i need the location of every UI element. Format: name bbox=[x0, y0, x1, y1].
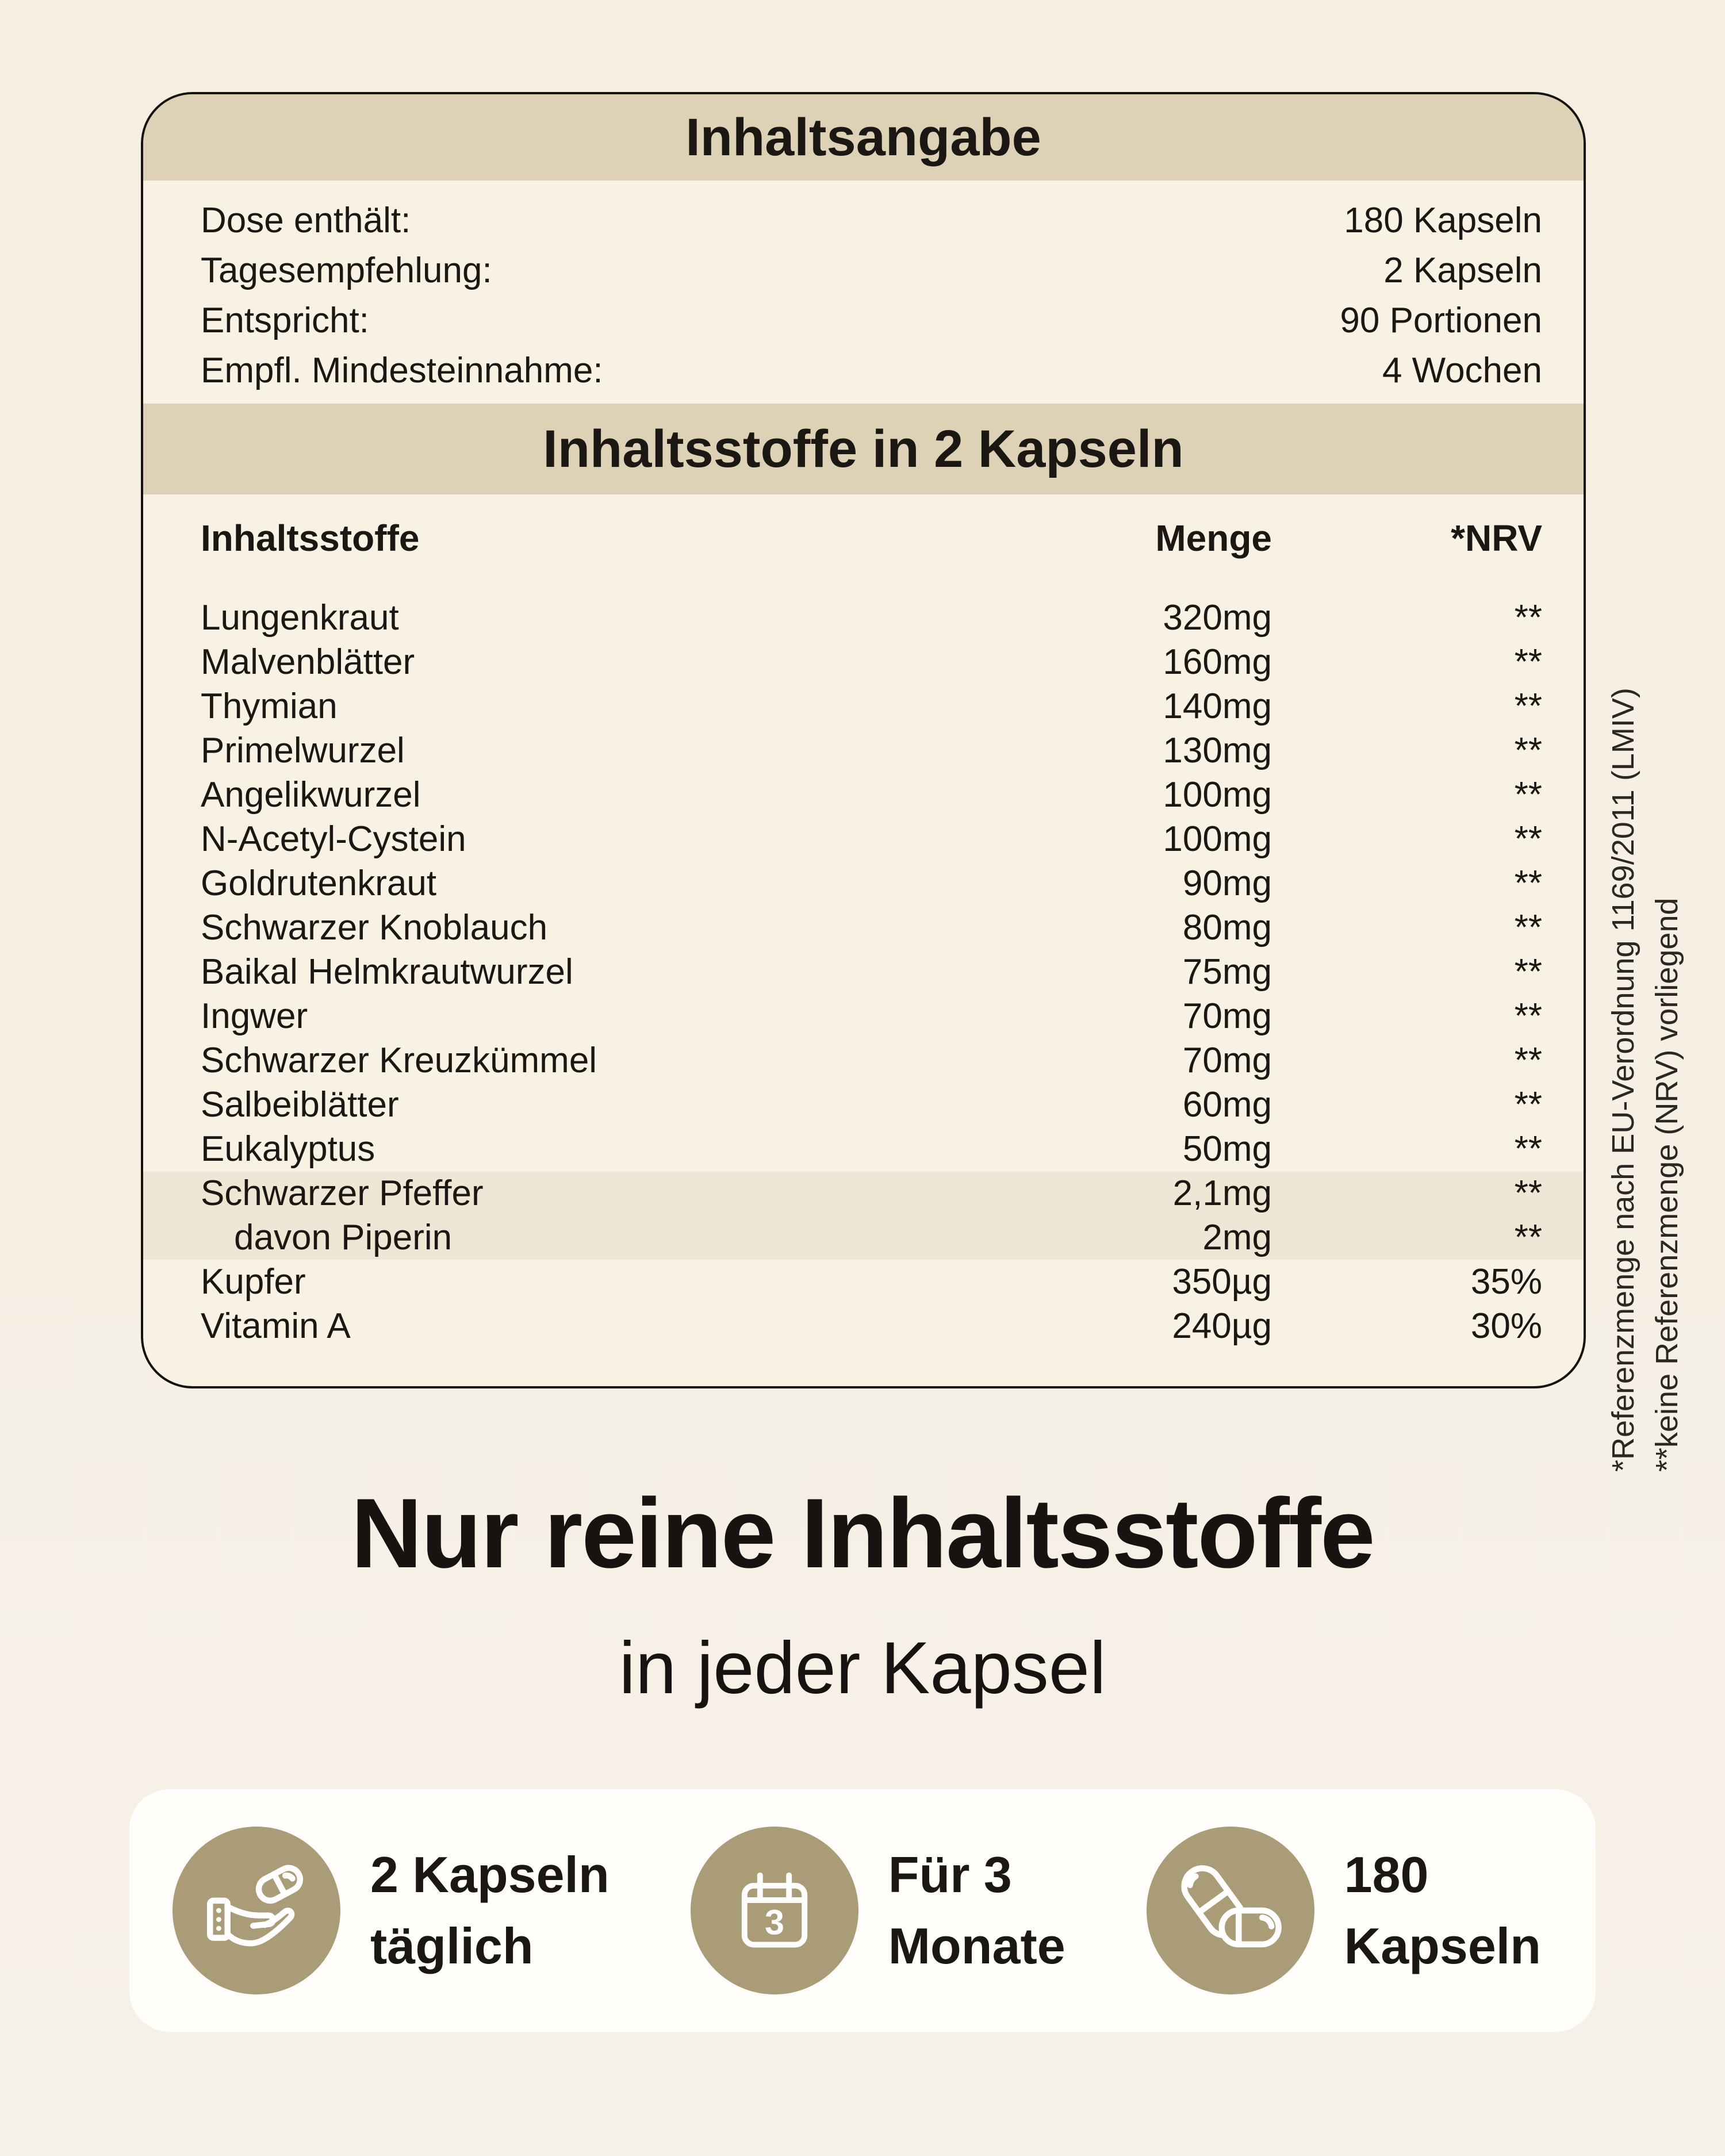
ingredient-amount: 60mg bbox=[1182, 1085, 1272, 1125]
ingredient-amount: 350µg bbox=[1172, 1262, 1272, 1302]
feature-count bbox=[1147, 1827, 1541, 1994]
ingredient-nrv: ** bbox=[1514, 1041, 1542, 1080]
info-label: Entspricht: bbox=[201, 301, 369, 340]
ingredient-amount: 90mg bbox=[1182, 864, 1272, 903]
table-row bbox=[143, 1038, 1584, 1083]
ingredient-nrv: ** bbox=[1514, 775, 1542, 815]
ingredient-name: Vitamin A bbox=[201, 1306, 351, 1346]
ingredient-nrv: 35% bbox=[1470, 1262, 1542, 1302]
ingredient-name: Lungenkraut bbox=[201, 598, 399, 638]
ingredient-nrv: ** bbox=[1514, 908, 1542, 947]
ingredient-amount: 80mg bbox=[1182, 908, 1272, 947]
ingredient-name: Thymian bbox=[201, 686, 338, 726]
ingredient-nrv: ** bbox=[1514, 819, 1542, 859]
ingredient-name: Schwarzer Pfeffer bbox=[201, 1173, 484, 1213]
ingredient-amount: 70mg bbox=[1182, 1041, 1272, 1080]
ingredient-nrv: ** bbox=[1514, 642, 1542, 682]
ingredient-nrv: ** bbox=[1514, 1129, 1542, 1169]
hand-pill-icon bbox=[202, 1856, 311, 1965]
info-row bbox=[201, 245, 1542, 296]
ingredient-name: Schwarzer Kreuzkümmel bbox=[201, 1041, 597, 1080]
card-subheader-band bbox=[143, 404, 1584, 494]
info-row bbox=[201, 296, 1542, 346]
ingredient-amount: 240µg bbox=[1172, 1306, 1272, 1346]
info-row bbox=[201, 195, 1542, 245]
feature-label bbox=[370, 1839, 610, 1982]
feature-dosage bbox=[172, 1827, 610, 1994]
table-row bbox=[143, 994, 1584, 1038]
footnote-reference: *Referenzmenge nach EU-Verordnung 1169/2011 (LMIV) bbox=[1606, 688, 1640, 1472]
card-header-band bbox=[143, 94, 1584, 181]
ingredient-amount: 70mg bbox=[1182, 996, 1272, 1036]
table-header-row bbox=[143, 515, 1584, 561]
ingredient-nrv: ** bbox=[1514, 1173, 1542, 1213]
ingredient-amount: 75mg bbox=[1182, 952, 1272, 992]
ingredient-name: Angelikwurzel bbox=[201, 775, 421, 815]
table-row bbox=[143, 1304, 1584, 1348]
card-subheader-title: Inhaltsstoffe in 2 Kapseln bbox=[543, 419, 1184, 478]
column-header-amount: Menge bbox=[1155, 517, 1272, 559]
ingredient-amount: 160mg bbox=[1163, 642, 1272, 682]
ingredient-name: Primelwurzel bbox=[201, 731, 405, 770]
ingredient-amount: 130mg bbox=[1163, 731, 1272, 770]
info-label: Empfl. Mindesteinnahme: bbox=[201, 351, 603, 390]
info-value: 2 Kapseln bbox=[1383, 251, 1542, 290]
ingredient-amount: 140mg bbox=[1163, 686, 1272, 726]
table-row bbox=[143, 1260, 1584, 1304]
table-row bbox=[143, 861, 1584, 906]
capsules-icon bbox=[1176, 1856, 1285, 1965]
footnote-no-nrv: **keine Referenzmenge (NRV) vorliegend bbox=[1650, 897, 1684, 1472]
table-row bbox=[143, 684, 1584, 728]
info-label: Dose enthält: bbox=[201, 201, 411, 240]
feature-icon-circle bbox=[691, 1827, 858, 1994]
ingredient-nrv: ** bbox=[1514, 686, 1542, 726]
info-value: 180 Kapseln bbox=[1344, 201, 1542, 240]
feature-label-line1: 2 Kapseln bbox=[370, 1846, 610, 1903]
table-row bbox=[143, 728, 1584, 773]
ingredient-name: N-Acetyl-Cystein bbox=[201, 819, 466, 859]
claim-headline: Nur reine Inhaltsstoffe bbox=[351, 1478, 1374, 1589]
feature-label-line2: täglich bbox=[370, 1917, 534, 1974]
ingredient-nrv: ** bbox=[1514, 1218, 1542, 1257]
ingredient-name: davon Piperin bbox=[234, 1218, 453, 1257]
info-label: Tagesempfehlung: bbox=[201, 251, 492, 290]
feature-icon-circle bbox=[172, 1827, 340, 1994]
calendar-number: 3 bbox=[764, 1902, 784, 1942]
feature-label bbox=[888, 1839, 1065, 1982]
feature-duration bbox=[691, 1827, 1065, 1994]
table-row bbox=[143, 1127, 1584, 1171]
nrv-footnotes-vertical bbox=[1601, 638, 1689, 1472]
table-row bbox=[143, 1083, 1584, 1127]
table-row bbox=[143, 950, 1584, 994]
info-row bbox=[201, 346, 1542, 396]
ingredient-nrv: ** bbox=[1514, 731, 1542, 770]
ingredient-amount: 320mg bbox=[1163, 598, 1272, 638]
table-row-highlighted-sub bbox=[143, 1215, 1584, 1260]
ingredient-nrv: ** bbox=[1514, 996, 1542, 1036]
ingredient-name: Goldrutenkraut bbox=[201, 864, 437, 903]
card-title: Inhaltsangabe bbox=[685, 108, 1041, 167]
ingredient-amount: 100mg bbox=[1163, 819, 1272, 859]
table-row bbox=[143, 596, 1584, 640]
feature-label-line2: Kapseln bbox=[1344, 1917, 1541, 1974]
ingredient-name: Salbeiblätter bbox=[201, 1085, 399, 1125]
ingredient-name: Ingwer bbox=[201, 996, 308, 1036]
ingredient-name: Baikal Helmkrautwurzel bbox=[201, 952, 573, 992]
ingredients-table bbox=[143, 494, 1584, 1348]
table-row bbox=[143, 817, 1584, 861]
dose-info-section bbox=[143, 181, 1584, 404]
ingredient-nrv: ** bbox=[1514, 1085, 1542, 1125]
ingredient-name: Schwarzer Knoblauch bbox=[201, 908, 548, 947]
calendar-3-icon bbox=[723, 1859, 826, 1962]
ingredient-nrv: ** bbox=[1514, 864, 1542, 903]
table-row-highlighted bbox=[143, 1171, 1584, 1215]
info-value: 4 Wochen bbox=[1382, 351, 1542, 390]
info-value: 90 Portionen bbox=[1340, 301, 1542, 340]
feature-card bbox=[129, 1789, 1596, 2032]
ingredient-nrv: ** bbox=[1514, 952, 1542, 992]
feature-label bbox=[1344, 1839, 1541, 1982]
feature-icon-circle bbox=[1147, 1827, 1314, 1994]
table-row bbox=[143, 773, 1584, 817]
ingredient-amount: 2,1mg bbox=[1172, 1173, 1272, 1213]
ingredient-nrv: ** bbox=[1514, 598, 1542, 638]
ingredient-name: Eukalyptus bbox=[201, 1129, 375, 1169]
ingredient-amount: 50mg bbox=[1182, 1129, 1272, 1169]
ingredient-amount: 2mg bbox=[1202, 1218, 1272, 1257]
table-row bbox=[143, 906, 1584, 950]
table-row bbox=[143, 640, 1584, 684]
feature-label-line2: Monate bbox=[888, 1917, 1065, 1974]
column-header-name: Inhaltsstoffe bbox=[201, 517, 420, 559]
ingredient-name: Kupfer bbox=[201, 1262, 306, 1302]
facts-card bbox=[141, 92, 1586, 1388]
feature-label-line1: 180 bbox=[1344, 1846, 1429, 1903]
ingredient-name: Malvenblätter bbox=[201, 642, 415, 682]
column-header-nrv: *NRV bbox=[1451, 517, 1542, 559]
claim-subheadline: in jeder Kapsel bbox=[619, 1627, 1106, 1709]
feature-label-line1: Für 3 bbox=[888, 1846, 1012, 1903]
ingredient-nrv: 30% bbox=[1470, 1306, 1542, 1346]
ingredient-amount: 100mg bbox=[1163, 775, 1272, 815]
